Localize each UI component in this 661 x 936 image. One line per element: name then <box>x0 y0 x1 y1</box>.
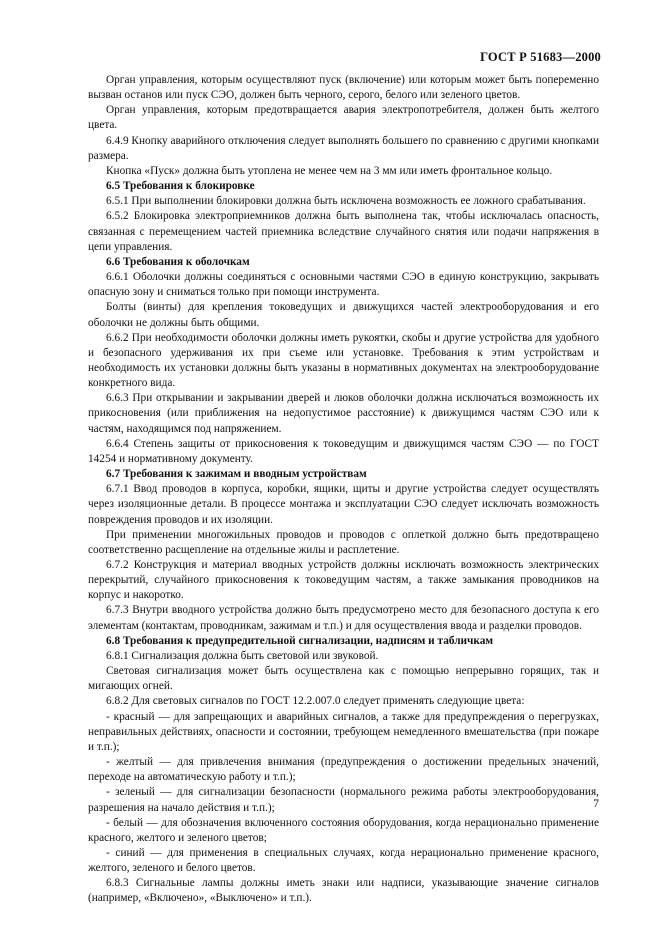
paragraph: 6.6.2 При необходимости оболочки должны иметь рукоятки, скобы и другие устройства для удобного и безопасного удерживания их при съеме или установке. Требования к этим устройствам и необходимость их установки должны быть указаны в нормативных документах на электрооборудование конкретного вида. <box>88 331 599 390</box>
paragraph: 6.7.2 Конструкция и материал вводных устройств должны исключать возможность электрических перекрытий, случайного прикосновения к токоведущим частям, а также замыкания проводников на корпус и накоротко. <box>88 559 599 602</box>
paragraph: Болты (винты) для крепления токоведущих и движущихся частей электрооборудования и его оболочки не должны быть общими. <box>88 301 599 329</box>
paragraph: 6.6.3 При открывании и закрывании дверей и люков оболочки должна исключаться возможность их прикосновения (или приближения на недопустимое расстояние) к движущимся частям СЭО или к частям, находящимся под напряжением. <box>88 392 599 435</box>
paragraph: При применении многожильных проводов и проводов с оплеткой должно быть предотвращено соответственно расщепление на отдельные жилы и расплетение. <box>88 528 599 556</box>
paragraph: 6.6.1 Оболочки должны соединяться с основными частями СЭО в единую конструкцию, закрывать опасную зону и сниматься только при помощи инструмента. <box>88 271 599 299</box>
section-heading: 6.8 Требования к предупредительной сигнализации, надписям и табличкам <box>106 634 494 647</box>
document-code-header: ГОСТ Р 51683—2000 <box>480 50 601 64</box>
paragraph: Орган управления, которым предотвращается авария электропотребителя, должен быть желтого цвета. <box>88 104 599 132</box>
paragraph: 6.4.9 Кнопку аварийного отключения следует выполнять большего по сравнению с другими кнопками размера. <box>88 134 599 162</box>
paragraph: - синий — для применения в специальных случаях, когда нерационально применение красного, желтого, зеленого и белого цветов. <box>88 846 599 875</box>
paragraph: - белый — для обозначения включенного состояния оборудования, когда нерационально применение красного, желтого и зеленого цветов; <box>88 816 599 844</box>
paragraph: 6.8.3 Сигнальные лампы должны иметь знаки или надписи, указывающие значение сигналов (например, «Включено», «Выключено» и т.п.). <box>88 877 599 905</box>
section-heading: 6.7 Требования к зажимам и вводным устройствам <box>106 468 367 481</box>
paragraph: - желтый — для привлечения внимания (предупреждения о достижении предельных значений, переходе на автоматическую работу и т.п.); <box>88 756 599 784</box>
section-heading: 6.5 Требования к блокировке <box>106 180 255 193</box>
document-body <box>88 73 599 907</box>
paragraph: 6.8.1 Сигнализация должна быть световой или звуковой. <box>106 649 379 662</box>
paragraph: 6.7.3 Внутри вводного устройства должно быть предусмотрено место для безопасного доступа к его элементам (контактам, проводникам, зажимам и т.п.) и для осуществления ввода и разделки проводов. <box>88 604 599 632</box>
paragraph: 6.5.2 Блокировка электроприемников должна быть выполнена так, чтобы исключалась опасность, связанная с перемещением частей приемника вследствие случайного снятия или подачи напряжения в цепи управления. <box>88 210 599 253</box>
paragraph: - зеленый — для сигнализации безопасности (нормального режима работы электрооборудования, разрешения на начало действия и т.п.); <box>88 786 599 814</box>
section-heading: 6.6 Требования к оболочкам <box>106 255 250 268</box>
paragraph: Кнопка «Пуск» должна быть утоплена не менее чем на 3 мм или иметь фронтальное кольцо. <box>106 164 553 177</box>
page-number: 7 <box>593 798 599 810</box>
paragraph: Световая сигнализация может быть осуществлена как с помощью непрерывно горящих, так и мигающих огней. <box>88 665 599 693</box>
paragraph: 6.6.4 Степень защиты от прикосновения к токоведущим и движущимся частям СЭО — по ГОСТ 14254 и нормативному документу. <box>88 437 599 465</box>
paragraph: Орган управления, которым осуществляют пуск (включение) или которым может быть попеременно вызван останов или пуск СЭО, должен быть черного, серого, белого или зеленого цветов. <box>88 74 599 102</box>
paragraph: 6.7.1 Ввод проводов в корпуса, коробки, ящики, щиты и другие устройства следует осуществлять через изоляционные детали. В процессе монтажа и эксплуатации СЭО следует исключать возможность повреждения проводов и их изоляции. <box>88 483 599 526</box>
paragraph: 6.8.2 Для световых сигналов по ГОСТ 12.2.007.0 следует применять следующие цвета: <box>106 695 525 708</box>
paragraph: - красный — для запрещающих и аварийных сигналов, а также для предупреждения о перегрузках, неправильных действиях, опасности и состоянии, требующем немедленного вмешательства (при пожаре и т.п.); <box>88 710 599 753</box>
paragraph: 6.5.1 При выполнении блокировки должна быть исключена возможность ее ложного срабатывания. <box>106 195 586 208</box>
